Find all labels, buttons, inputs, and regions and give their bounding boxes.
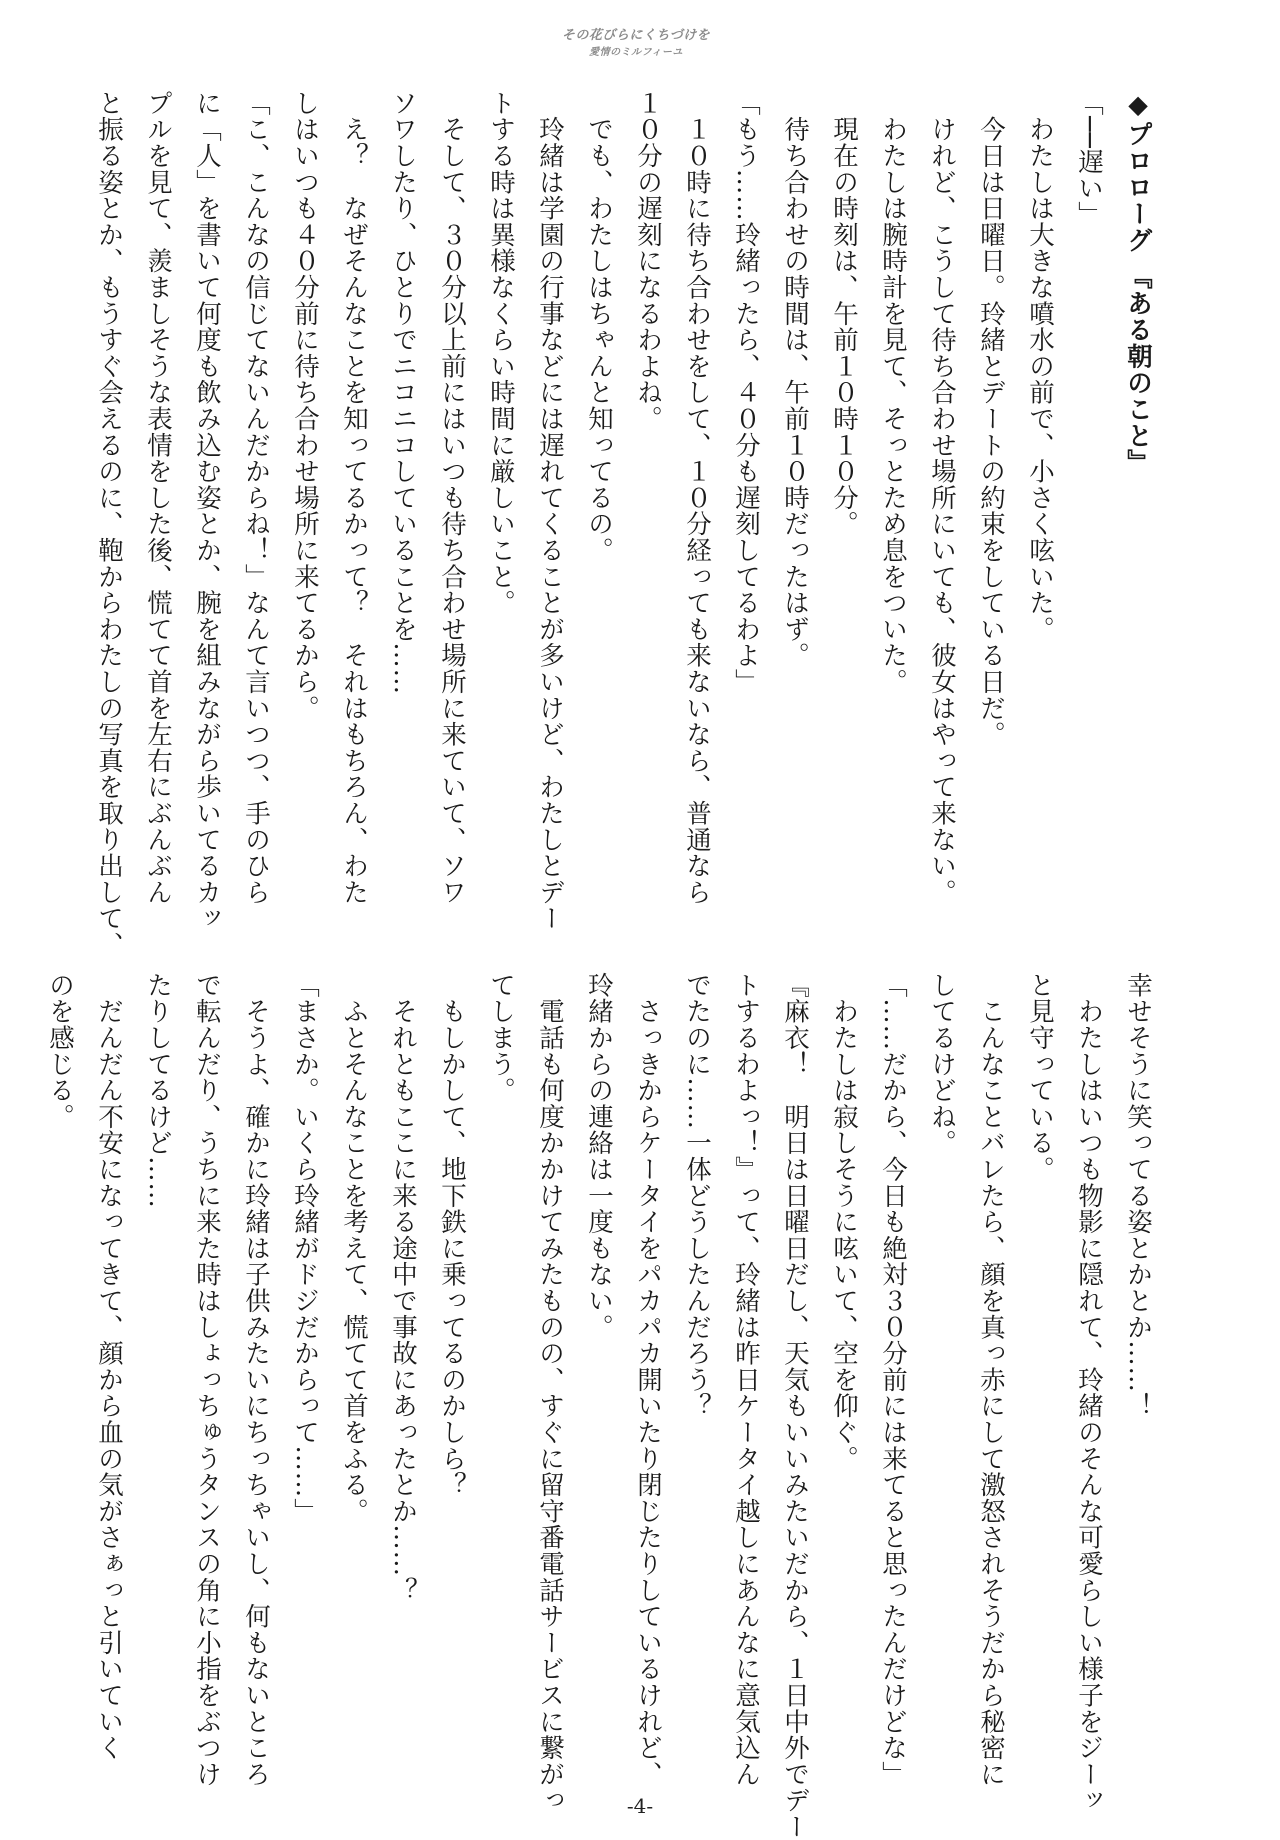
text-line: で転んだり、うちに来た時はしょっちゅうタンスの角に小指をぶつけ [192, 972, 222, 1788]
text-line: トするわよっ！』って、玲緒は昨日ケータイ越しにあんなに意気込ん [731, 972, 761, 1788]
text-line: わたしはいつも物影に隠れて、玲緒のそんな可愛らしい様子をジーッ [1074, 972, 1104, 1814]
lower-text-block [45, 972, 1162, 1840]
text-line: さっきからケータイをパカパカ開いたり閉じたりしているけれど、 [633, 972, 663, 1788]
text-line: １０時に待ち合わせをして、１０分経っても来ないなら、普通なら [682, 90, 712, 906]
text-line: 待ち合わせの時間は、午前１０時だったはず。 [780, 90, 810, 669]
text-line: 「……だから、今日も絶対３０分前には来てると思ったんだけどな」 [878, 972, 908, 1788]
text-line: だんだん不安になってきて、顔から血の気がさぁっと引いていく [94, 972, 124, 1761]
text-line: 現在の時刻は、午前１０時１０分。 [829, 90, 859, 538]
text-line: しはいつも４０分前に待ち合わせ場所に来てるから。 [290, 90, 320, 722]
upper-text-block [94, 90, 1162, 958]
text-line: けれど、こうして待ち合わせ場所にいても、彼女はやって来ない。 [927, 90, 957, 906]
text-line: トする時は異様なくらい時間に厳しいこと。 [486, 90, 516, 616]
chapter-heading: ◆プロローグ 『ある朝のこと』 [1123, 90, 1153, 476]
text-line: プルを見て、羨ましそうな表情をした後、慌てて首を左右にぶんぶん [143, 90, 173, 906]
text-line: わたしは大きな噴水の前で、小さく呟いた。 [1025, 90, 1055, 643]
running-head [556, 26, 716, 72]
text-line: 「こ、こんなの信じてないんだからね！」なんて言いつつ、手のひら [241, 90, 271, 906]
text-line: それともここに来る途中で事故にあったとか……？ [388, 972, 418, 1604]
text-line: と見守っている。 [1025, 972, 1055, 1183]
text-line: 「まさか。いくら玲緒がドジだからって……」 [290, 972, 320, 1525]
text-line: ソワしたり、ひとりでニコニコしていることを…… [388, 90, 418, 695]
text-line: のを感じる。 [45, 972, 75, 1130]
text-line: わたしは寂しそうに呟いて、空を仰ぐ。 [829, 972, 859, 1472]
text-line: でも、わたしはちゃんと知ってるの。 [584, 90, 614, 564]
text-line: もしかして、地下鉄に乗ってるのかしら？ [437, 972, 467, 1498]
text-line: わたしは腕時計を見て、そっとため息をついた。 [878, 90, 908, 695]
text-line: 今日は日曜日。玲緒とデートの約束をしている日だ。 [976, 90, 1006, 748]
text-line: てしまう。 [486, 972, 516, 1104]
running-head-title: その花びらにくちづけを [561, 28, 711, 43]
text-line: 玲緒からの連絡は一度もない。 [584, 972, 614, 1341]
text-line: え？ なぜそんなことを知ってるかって？ それはもちろん、わた [339, 90, 369, 906]
text-line: 「──遅い」 [1074, 90, 1104, 228]
text-line: １０分の遅刻になるわよね。 [633, 90, 663, 432]
text-line: でたのに……一体どうしたんだろう？ [682, 972, 712, 1420]
page-number: -4- [626, 1794, 654, 1818]
text-line: 電話も何度かかけてみたものの、すぐに留守番電話サービスに繋がっ [535, 972, 565, 1814]
text-line: たりしてるけど…… [143, 972, 173, 1209]
text-line: してるけどね。 [927, 972, 957, 1157]
text-line: 幸せそうに笑ってる姿とかとか……！ [1123, 972, 1153, 1420]
text-line: こんなことバレたら、顔を真っ赤にして激怒されそうだから秘密に [976, 972, 1006, 1788]
text-line: そうよ、確かに玲緒は子供みたいにちっちゃいし、何もないところ [241, 972, 271, 1788]
text-line: 「もう……玲緒ったら、４０分も遅刻してるわよ」 [731, 90, 761, 695]
text-line: そして、３０分以上前にはいつも待ち合わせ場所に来ていて、ソワ [437, 90, 467, 906]
text-line: ふとそんなことを考えて、慌てて首をふる。 [339, 972, 369, 1525]
running-head-subtitle: 愛情のミルフィーユ [589, 47, 683, 58]
text-line: と振る姿とか、もうすぐ会えるのに、鞄からわたしの写真を取り出して、 [94, 90, 124, 958]
text-line: に「人」を書いて何度も飲み込む姿とか、腕を組みながら歩いてるカッ [192, 90, 222, 932]
text-line: 『麻衣！ 明日は日曜日だし、天気もいいみたいだから、１日中外でデー [780, 972, 810, 1840]
text-line: 玲緒は学園の行事などには遅れてくることが多いけど、わたしとデー [535, 90, 565, 932]
